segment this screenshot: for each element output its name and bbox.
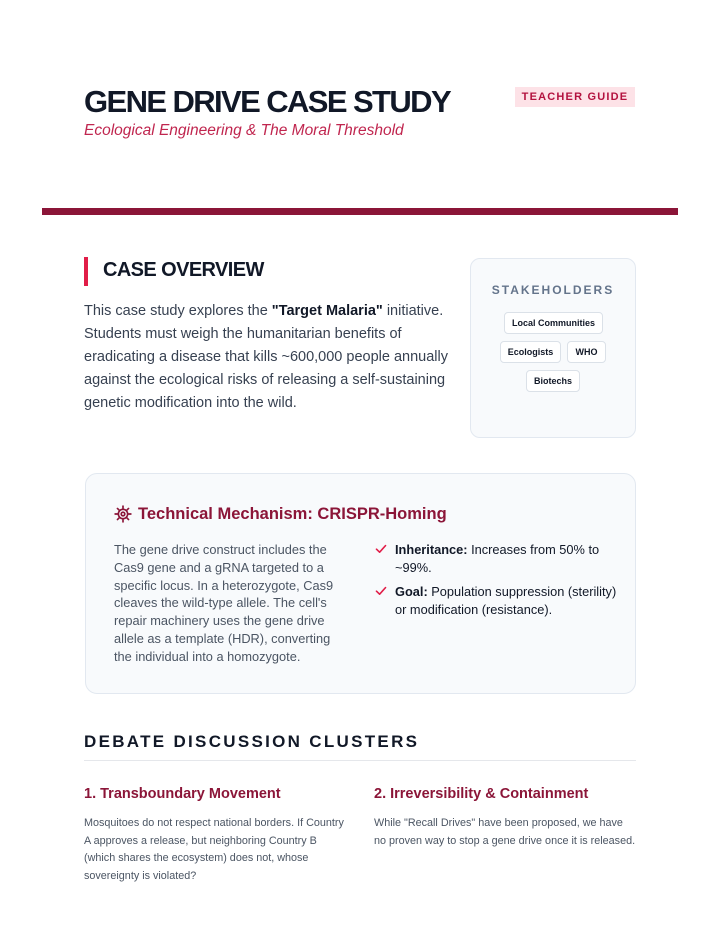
mechanism-heading: Technical Mechanism: CRISPR-Homing bbox=[138, 505, 447, 523]
overview-text-end: initiative. Students must weigh the humanitarian benefits of eradicating a disease that kills ~600,000 people annually against the ecological risks of releasing a self-sustaining genetic modification into the wild. bbox=[84, 303, 448, 411]
debate-heading: DEBATE DISCUSSION CLUSTERS bbox=[84, 732, 420, 751]
stakeholder-chip: Ecologists bbox=[500, 341, 561, 363]
section-accent-bar bbox=[84, 257, 88, 286]
overview-paragraph bbox=[84, 300, 449, 415]
mechanism-point bbox=[395, 541, 620, 577]
point-text: Increases from 50% to ~99%. bbox=[395, 542, 600, 575]
overview-highlight: "Target Malaria" bbox=[271, 303, 383, 319]
cluster-text: While "Recall Drives" have been proposed, we have no proven way to stop a gene drive once it is released. bbox=[374, 817, 636, 847]
cluster-title: 2. Irreversibility & Containment bbox=[374, 786, 589, 802]
gear-icon bbox=[114, 505, 132, 523]
stakeholders-card bbox=[470, 258, 636, 438]
page-title: GENE DRIVE CASE STUDY bbox=[84, 84, 451, 119]
check-icon bbox=[375, 543, 387, 555]
header-divider bbox=[42, 208, 678, 215]
stakeholder-chip: Biotechs bbox=[526, 370, 580, 392]
debate-divider bbox=[84, 760, 636, 761]
page-subtitle: Ecological Engineering & The Moral Threshold bbox=[84, 122, 404, 139]
stakeholders-heading: STAKEHOLDERS bbox=[491, 283, 615, 297]
cluster-text: Mosquitoes do not respect national borders. If Country A approves a release, but neighboring Country B (which shares the ecosystem) does not, whose sovereignty is violated? bbox=[84, 817, 344, 882]
stakeholder-chip: Local Communities bbox=[504, 312, 603, 334]
mechanism-description: The gene drive construct includes the Cas9 gene and a gRNA targeted to a specific locus. In a heterozygote, Cas9 cleaves the wild-type allele. The cell's repair machinery uses the gene drive allele as a template (HDR), converting the individual into a homozygote. bbox=[114, 542, 334, 664]
stakeholder-chip: WHO bbox=[567, 341, 606, 363]
point-text: Population suppression (sterility) or modification (resistance). bbox=[395, 584, 617, 617]
point-label: Inheritance: bbox=[395, 542, 468, 557]
teacher-guide-badge: TEACHER GUIDE bbox=[515, 87, 635, 107]
mechanism-point bbox=[395, 583, 620, 619]
overview-text-start: This case study explores the bbox=[84, 303, 272, 319]
overview-heading: CASE OVERVIEW bbox=[103, 259, 264, 281]
check-icon bbox=[375, 585, 387, 597]
cluster-title: 1. Transboundary Movement bbox=[84, 786, 281, 802]
point-label: Goal: bbox=[395, 584, 428, 599]
